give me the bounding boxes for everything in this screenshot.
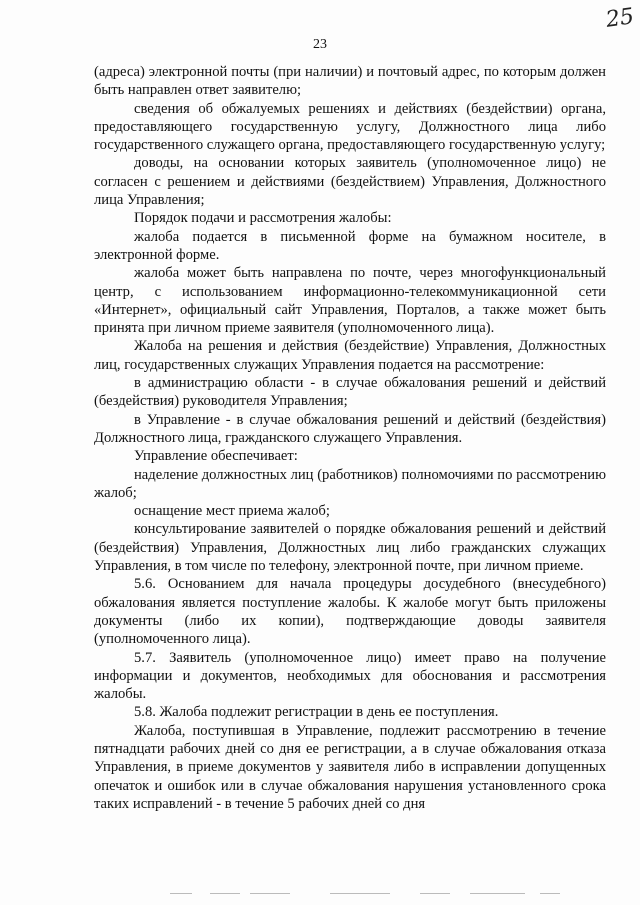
paragraph: Жалоба, поступившая в Управление, подлежит рассмотрению в течение пятнадцати рабочих дней со дня ее регистрации, а в случае обжалования отказа Управления, в приеме документов у заявителя либо в исправлении допущенных опечаток и ошибок или в случае обжалования нарушения установленного срока таких исправлений - в течение 5 рабочих дней со дня xyxy=(94,722,606,812)
paragraph: в администрацию области - в случае обжалования решений и действий (бездействия) руководителя Управления; xyxy=(94,375,606,410)
paragraph: Порядок подачи и рассмотрения жалобы: xyxy=(134,210,392,227)
paragraph: жалоба может быть направлена по почте, через многофункциональный центр, с использованием информационно-телекоммуникационной сети «Интернет», официальный сайт Управления, Порталов, а также может быть принята при личном приеме заявителя (уполномоченного лица). xyxy=(94,265,606,337)
paragraph: 5.8. Жалоба подлежит регистрации в день ее поступления. xyxy=(134,704,499,721)
paragraph: сведения об обжалуемых решениях и действиях (бездействии) органа, предоставляющего государственную услугу, Должностного лица либо государственного служащего органа, предоставляющего государственную услугу; xyxy=(94,100,606,154)
paragraph: (адреса) электронной почты (при наличии) и почтовый адрес, по которым должен быть направлен ответ заявителю; xyxy=(94,64,606,99)
paragraph: консультирование заявителей о порядке обжалования решений и действий (бездействия) Управления, Должностных лиц либо гражданских служащих Управления, в том числе по телефону, электронной почте, при личном приеме. xyxy=(94,521,606,575)
paragraph: наделение должностных лиц (работников) полномочиями по рассмотрению жалоб; xyxy=(94,466,606,501)
paragraph: Жалоба на решения и действия (бездействие) Управления, Должностных лиц, государственных служащих Управления подается на рассмотрение: xyxy=(94,338,606,373)
footer-scan-marks xyxy=(170,893,590,895)
paragraph: оснащение мест приема жалоб; xyxy=(134,503,330,520)
paragraph: доводы, на основании которых заявитель (уполномоченное лицо) не согласен с решением и действиями (бездействием) Управления, Должностного лица Управления; xyxy=(94,155,606,209)
paragraph: 5.7. Заявитель (уполномоченное лицо) имеет право на получение информации и документов, необходимых для обоснования и рассмотрения жалобы. xyxy=(94,649,606,703)
paragraph: Управление обеспечивает: xyxy=(134,448,298,465)
handwritten-page-mark: 25 xyxy=(604,4,636,33)
document-body xyxy=(94,63,606,813)
paragraph: 5.6. Основанием для начала процедуры досудебного (внесудебного) обжалования является поступление жалобы. К жалобе могут быть приложены документы (либо их копии), подтверждающие доводы заявителя (уполномоченного лица). xyxy=(94,576,606,648)
paragraph: в Управление - в случае обжалования решений и действий (бездействия) Должностного лица, гражданского служащего Управления. xyxy=(94,411,606,446)
page-number: 23 xyxy=(313,37,327,52)
paragraph: жалоба подается в письменной форме на бумажном носителе, в электронной форме. xyxy=(94,228,606,263)
